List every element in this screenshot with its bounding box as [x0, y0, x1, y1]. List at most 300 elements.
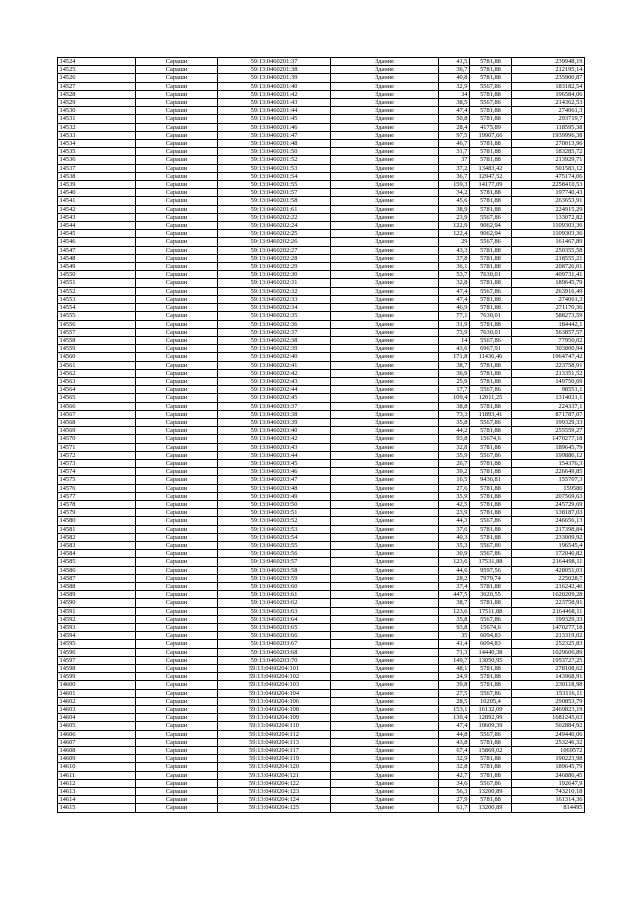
row-number-cell: 14541	[58, 197, 136, 205]
area-cell: 43,8	[439, 738, 470, 746]
area-cell: 38,7	[439, 599, 470, 607]
cadastral-number-cell: 59:13:0460203:44	[218, 451, 331, 459]
row-number-cell: 14607	[58, 738, 136, 746]
row-number-cell: 14601	[58, 689, 136, 697]
cadastral-number-cell: 59:13:0460204:120	[218, 763, 331, 771]
row-number-cell: 14600	[58, 681, 136, 689]
rate-cell: 5781,88	[470, 377, 512, 385]
area-cell: 36,9	[439, 369, 470, 377]
settlement-name-cell: Сараши	[136, 550, 218, 558]
settlement-name-cell: Сараши	[136, 500, 218, 508]
rate-cell: 5781,88	[470, 197, 512, 205]
area-cell: 93,8	[439, 435, 470, 443]
settlement-name-cell: Сараши	[136, 648, 218, 656]
row-number-cell: 14580	[58, 517, 136, 525]
object-type-cell: Здание	[331, 427, 439, 435]
cadastral-value-cell: 814495	[512, 804, 585, 812]
row-number-cell: 14591	[58, 607, 136, 615]
area-cell: 122,4	[439, 230, 470, 238]
object-type-cell: Здание	[331, 443, 439, 451]
cadastral-number-cell: 59:13:0460201:52	[218, 156, 331, 164]
object-type-cell: Здание	[331, 279, 439, 287]
cadastral-value-cell: 213319,02	[512, 632, 585, 640]
object-type-cell: Здание	[331, 304, 439, 312]
settlement-name-cell: Сараши	[136, 492, 218, 500]
area-cell: 42,5	[439, 500, 470, 508]
table-row	[58, 271, 585, 279]
table-row	[58, 74, 585, 82]
table-row	[58, 246, 585, 254]
cadastral-number-cell: 59:13:0460202:33	[218, 295, 331, 303]
table-row	[58, 615, 585, 623]
cadastral-number-cell: 59:13:0460201:55	[218, 181, 331, 189]
rate-cell: 5781,88	[470, 468, 512, 476]
table-row	[58, 213, 585, 221]
cadastral-value-cell: 184442,1	[512, 320, 585, 328]
object-type-cell: Здание	[331, 287, 439, 295]
row-number-cell: 14614	[58, 796, 136, 804]
table-row	[58, 697, 585, 705]
cadastral-value-cell: 143968,91	[512, 673, 585, 681]
object-type-cell: Здание	[331, 640, 439, 648]
area-cell: 39,8	[439, 681, 470, 689]
settlement-name-cell: Сараши	[136, 607, 218, 615]
cadastral-number-cell: 59:13:0460204:101	[218, 665, 331, 673]
settlement-name-cell: Сараши	[136, 82, 218, 90]
row-number-cell: 14571	[58, 443, 136, 451]
rate-cell: 5781,88	[470, 304, 512, 312]
row-number-cell: 14532	[58, 123, 136, 131]
cadastral-number-cell: 59:13:0460201:44	[218, 107, 331, 115]
cadastral-number-cell: 59:13:0460201:61	[218, 205, 331, 213]
rate-cell: 5781,88	[470, 66, 512, 74]
area-cell: 27,5	[439, 689, 470, 697]
cadastral-value-cell: 159580	[512, 484, 585, 492]
area-cell: 37,4	[439, 583, 470, 591]
table-row	[58, 706, 585, 714]
area-cell: 31,7	[439, 148, 470, 156]
settlement-name-cell: Сараши	[136, 394, 218, 402]
rate-cell: 5567,86	[470, 689, 512, 697]
table-row	[58, 796, 585, 804]
area-cell: 149,7	[439, 656, 470, 664]
rate-cell: 9062,94	[470, 222, 512, 230]
area-cell: 28,5	[439, 697, 470, 705]
row-number-cell: 14582	[58, 533, 136, 541]
row-number-cell: 14554	[58, 304, 136, 312]
object-type-cell: Здание	[331, 714, 439, 722]
area-cell: 130,4	[439, 714, 470, 722]
object-type-cell: Здание	[331, 632, 439, 640]
cadastral-value-cell: 290853,79	[512, 697, 585, 705]
table-row	[58, 287, 585, 295]
cadastral-number-cell: 59:13:0460203:53	[218, 525, 331, 533]
object-type-cell: Здание	[331, 574, 439, 582]
cadastral-value-cell: 208726,01	[512, 263, 585, 271]
cadastral-value-cell: 172046,82	[512, 550, 585, 558]
area-cell: 48,1	[439, 665, 470, 673]
cadastral-value-cell: 207569,63	[512, 492, 585, 500]
object-type-cell: Здание	[331, 599, 439, 607]
settlement-name-cell: Сараши	[136, 230, 218, 238]
settlement-name-cell: Сараши	[136, 476, 218, 484]
row-number-cell: 14574	[58, 468, 136, 476]
object-type-cell: Здание	[331, 230, 439, 238]
object-type-cell: Здание	[331, 738, 439, 746]
cadastral-number-cell: 59:13:0460204:125	[218, 804, 331, 812]
rate-cell: 13200,89	[470, 788, 512, 796]
cadastral-value-cell: 235900,87	[512, 74, 585, 82]
object-type-cell: Здание	[331, 788, 439, 796]
row-number-cell: 14559	[58, 345, 136, 353]
object-type-cell: Здание	[331, 755, 439, 763]
rate-cell: 5567,86	[470, 213, 512, 221]
table-row	[58, 140, 585, 148]
cadastral-number-cell: 59:13:0460201:48	[218, 140, 331, 148]
area-cell: 123,6	[439, 607, 470, 615]
rate-cell: 5781,88	[470, 665, 512, 673]
object-type-cell: Здание	[331, 271, 439, 279]
document-page	[57, 57, 584, 813]
settlement-name-cell: Сараши	[136, 722, 218, 730]
rate-cell: 5781,88	[470, 500, 512, 508]
table-row	[58, 222, 585, 230]
rate-cell: 5781,88	[470, 599, 512, 607]
table-row	[58, 295, 585, 303]
object-type-cell: Здание	[331, 607, 439, 615]
table-row	[58, 418, 585, 426]
table-row	[58, 476, 585, 484]
object-type-cell: Здание	[331, 353, 439, 361]
area-cell: 16,5	[439, 476, 470, 484]
object-type-cell: Здание	[331, 402, 439, 410]
cadastral-value-cell: 224915,29	[512, 205, 585, 213]
rate-cell: 5567,86	[470, 451, 512, 459]
cadastral-number-cell: 59:13:0460202:37	[218, 328, 331, 336]
area-cell: 30,9	[439, 550, 470, 558]
settlement-name-cell: Сараши	[136, 738, 218, 746]
settlement-name-cell: Сараши	[136, 336, 218, 344]
row-number-cell: 14560	[58, 353, 136, 361]
row-number-cell: 14608	[58, 747, 136, 755]
cadastral-value-cell: 250355,58	[512, 246, 585, 254]
row-number-cell: 14594	[58, 632, 136, 640]
object-type-cell: Здание	[331, 336, 439, 344]
row-number-cell: 14573	[58, 459, 136, 467]
object-type-cell: Здание	[331, 361, 439, 369]
row-number-cell: 14596	[58, 648, 136, 656]
rate-cell: 7630,01	[470, 312, 512, 320]
object-type-cell: Здание	[331, 804, 439, 812]
object-type-cell: Здание	[331, 263, 439, 271]
table-row	[58, 468, 585, 476]
row-number-cell: 14597	[58, 656, 136, 664]
cadastral-number-cell: 59:13:0460202:31	[218, 279, 331, 287]
area-cell: 123,6	[439, 558, 470, 566]
table-row	[58, 484, 585, 492]
table-row	[58, 435, 585, 443]
object-type-cell: Здание	[331, 131, 439, 139]
table-row	[58, 599, 585, 607]
row-number-cell: 14565	[58, 394, 136, 402]
rate-cell: 5781,88	[470, 427, 512, 435]
cadastral-number-cell: 59:13:0460202:25	[218, 230, 331, 238]
settlement-name-cell: Сараши	[136, 115, 218, 123]
area-cell: 32,8	[439, 763, 470, 771]
row-number-cell: 14568	[58, 418, 136, 426]
cadastral-number-cell: 59:13:0460202:29	[218, 263, 331, 271]
settlement-name-cell: Сараши	[136, 205, 218, 213]
cadastral-value-cell: 274061,3	[512, 107, 585, 115]
settlement-name-cell: Сараши	[136, 156, 218, 164]
rate-cell: 5781,88	[470, 771, 512, 779]
cadastral-number-cell: 59:13:0460203:48	[218, 484, 331, 492]
settlement-name-cell: Сараши	[136, 599, 218, 607]
cadastral-value-cell: 1681245,63	[512, 714, 585, 722]
cadastral-number-cell: 59:13:0460203:43	[218, 443, 331, 451]
rate-cell: 5567,86	[470, 287, 512, 295]
row-number-cell: 14585	[58, 558, 136, 566]
row-number-cell: 14590	[58, 599, 136, 607]
table-row	[58, 804, 585, 812]
rate-cell: 5781,88	[470, 205, 512, 213]
rate-cell: 5781,88	[470, 484, 512, 492]
settlement-name-cell: Сараши	[136, 295, 218, 303]
row-number-cell: 14551	[58, 279, 136, 287]
cadastral-number-cell: 59:13:0460202:34	[218, 304, 331, 312]
settlement-name-cell: Сараши	[136, 558, 218, 566]
table-row	[58, 197, 585, 205]
table-row	[58, 451, 585, 459]
area-cell: 28,4	[439, 123, 470, 131]
rate-cell: 5567,86	[470, 238, 512, 246]
rate-cell: 5781,88	[470, 361, 512, 369]
settlement-name-cell: Сараши	[136, 427, 218, 435]
rate-cell: 16132,09	[470, 706, 512, 714]
settlement-name-cell: Сараши	[136, 386, 218, 394]
object-type-cell: Здание	[331, 706, 439, 714]
cadastral-value-cell: 588273,59	[512, 312, 585, 320]
rate-cell: 5781,88	[470, 254, 512, 262]
settlement-name-cell: Сараши	[136, 525, 218, 533]
cadastral-number-cell: 59:13:0460202:22	[218, 213, 331, 221]
cadastral-number-cell: 59:13:0460202:42	[218, 369, 331, 377]
area-cell: 40,3	[439, 533, 470, 541]
cadastral-number-cell: 59:13:0460202:35	[218, 312, 331, 320]
object-type-cell: Здание	[331, 648, 439, 656]
table-row	[58, 386, 585, 394]
row-number-cell: 14606	[58, 730, 136, 738]
rate-cell: 5567,86	[470, 82, 512, 90]
rate-cell: 5567,86	[470, 550, 512, 558]
settlement-name-cell: Сараши	[136, 246, 218, 254]
row-number-cell: 14604	[58, 714, 136, 722]
cadastral-value-cell: 1953727,25	[512, 656, 585, 664]
cadastral-value-cell: 189645,79	[512, 763, 585, 771]
cadastral-value-cell: 239948,19	[512, 58, 585, 66]
cadastral-number-cell: 59:13:0460202:41	[218, 361, 331, 369]
cadastral-number-cell: 59:13:0460201:50	[218, 148, 331, 156]
settlement-name-cell: Сараши	[136, 410, 218, 418]
rate-cell: 5781,88	[470, 492, 512, 500]
table-row	[58, 164, 585, 172]
object-type-cell: Здание	[331, 468, 439, 476]
cadastral-number-cell: 59:13:0460204:123	[218, 788, 331, 796]
row-number-cell: 14561	[58, 361, 136, 369]
area-cell: 27,6	[439, 484, 470, 492]
row-number-cell: 14555	[58, 312, 136, 320]
rate-cell: 13483,42	[470, 164, 512, 172]
row-number-cell: 14583	[58, 541, 136, 549]
settlement-name-cell: Сараши	[136, 435, 218, 443]
cadastral-number-cell: 59:13:0460204:121	[218, 771, 331, 779]
cadastral-value-cell: 214362,53	[512, 99, 585, 107]
cadastral-value-cell: 1069572	[512, 747, 585, 755]
cadastral-number-cell: 59:13:0460202:32	[218, 287, 331, 295]
rate-cell: 5781,88	[470, 246, 512, 254]
row-number-cell: 14537	[58, 164, 136, 172]
table-row	[58, 640, 585, 648]
cadastral-number-cell: 59:13:0460203:50	[218, 500, 331, 508]
cadastral-value-cell: 155707,3	[512, 476, 585, 484]
object-type-cell: Здание	[331, 673, 439, 681]
row-number-cell: 14610	[58, 763, 136, 771]
row-number-cell: 14539	[58, 181, 136, 189]
rate-cell: 4175,89	[470, 123, 512, 131]
object-type-cell: Здание	[331, 459, 439, 467]
settlement-name-cell: Сараши	[136, 681, 218, 689]
object-type-cell: Здание	[331, 197, 439, 205]
area-cell: 42,7	[439, 771, 470, 779]
area-cell: 37	[439, 156, 470, 164]
cadastral-value-cell: 216242,46	[512, 583, 585, 591]
row-number-cell: 14569	[58, 427, 136, 435]
settlement-name-cell: Сараши	[136, 74, 218, 82]
cadastral-number-cell: 59:13:0460202:26	[218, 238, 331, 246]
cadastral-number-cell: 59:13:0460204:108	[218, 706, 331, 714]
settlement-name-cell: Сараши	[136, 665, 218, 673]
cadastral-value-cell: 77950,02	[512, 336, 585, 344]
settlement-name-cell: Сараши	[136, 443, 218, 451]
cadastral-value-cell: 253246,32	[512, 738, 585, 746]
row-number-cell: 14533	[58, 131, 136, 139]
row-number-cell: 14529	[58, 99, 136, 107]
cadastral-number-cell: 59:13:0460204:103	[218, 681, 331, 689]
object-type-cell: Здание	[331, 550, 439, 558]
settlement-name-cell: Сараши	[136, 345, 218, 353]
area-cell: 32,8	[439, 443, 470, 451]
cadastral-value-cell: 1620209,28	[512, 591, 585, 599]
cadastral-value-cell: 233009,92	[512, 533, 585, 541]
table-row	[58, 459, 585, 467]
settlement-name-cell: Сараши	[136, 148, 218, 156]
rate-cell: 5781,88	[470, 796, 512, 804]
cadastral-number-cell: 59:13:0460202:30	[218, 271, 331, 279]
table-row	[58, 189, 585, 197]
area-cell: 29	[439, 238, 470, 246]
area-cell: 46,9	[439, 304, 470, 312]
object-type-cell: Здание	[331, 345, 439, 353]
cadastral-value-cell: 224337,1	[512, 402, 585, 410]
settlement-name-cell: Сараши	[136, 656, 218, 664]
table-row	[58, 624, 585, 632]
rate-cell: 17511,88	[470, 607, 512, 615]
area-cell: 37,2	[439, 164, 470, 172]
area-cell: 35,3	[439, 541, 470, 549]
area-cell: 35,9	[439, 451, 470, 459]
rate-cell: 5781,88	[470, 459, 512, 467]
rate-cell: 5781,88	[470, 509, 512, 517]
cadastral-value-cell: 246886,45	[512, 771, 585, 779]
object-type-cell: Здание	[331, 295, 439, 303]
settlement-name-cell: Сараши	[136, 418, 218, 426]
settlement-name-cell: Сараши	[136, 747, 218, 755]
cadastral-number-cell: 59:13:0460203:37	[218, 402, 331, 410]
cadastral-value-cell: 246656,13	[512, 517, 585, 525]
cadastral-value-cell: 293719,7	[512, 115, 585, 123]
table-row	[58, 681, 585, 689]
table-row	[58, 336, 585, 344]
settlement-name-cell: Сараши	[136, 583, 218, 591]
object-type-cell: Здание	[331, 66, 439, 74]
cadastral-value-cell: 196545,4	[512, 541, 585, 549]
cadastral-value-cell: 153116,11	[512, 689, 585, 697]
table-row	[58, 541, 585, 549]
object-type-cell: Здание	[331, 583, 439, 591]
rate-cell: 6967,91	[470, 345, 512, 353]
settlement-name-cell: Сараши	[136, 632, 218, 640]
row-number-cell: 14557	[58, 328, 136, 336]
area-cell: 38,9	[439, 205, 470, 213]
cadastral-value-cell: 1314031,1	[512, 394, 585, 402]
cadastral-number-cell: 59:13:0460201:38	[218, 66, 331, 74]
table-row	[58, 99, 585, 107]
settlement-name-cell: Сараши	[136, 377, 218, 385]
area-cell: 43,6	[439, 345, 470, 353]
object-type-cell: Здание	[331, 140, 439, 148]
table-row	[58, 583, 585, 591]
object-type-cell: Здание	[331, 615, 439, 623]
row-number-cell: 14544	[58, 222, 136, 230]
rate-cell: 12011,25	[470, 394, 512, 402]
rate-cell: 5567,86	[470, 615, 512, 623]
rate-cell: 5781,88	[470, 583, 512, 591]
cadastral-number-cell: 59:13:0460203:46	[218, 468, 331, 476]
area-cell: 44,3	[439, 517, 470, 525]
table-row	[58, 779, 585, 787]
cadastral-value-cell: 1109303,36	[512, 222, 585, 230]
table-row	[58, 656, 585, 664]
cadastral-number-cell: 59:13:0460201:45	[218, 115, 331, 123]
table-row	[58, 394, 585, 402]
settlement-name-cell: Сараши	[136, 254, 218, 262]
cadastral-number-cell: 59:13:0460204:124	[218, 796, 331, 804]
area-cell: 93,8	[439, 624, 470, 632]
table-row	[58, 689, 585, 697]
object-type-cell: Здание	[331, 517, 439, 525]
area-cell: 38,8	[439, 402, 470, 410]
area-cell: 97,5	[439, 131, 470, 139]
table-row	[58, 730, 585, 738]
cadastral-number-cell: 59:13:0460203:42	[218, 435, 331, 443]
settlement-name-cell: Сараши	[136, 361, 218, 369]
cadastral-value-cell: 1964747,42	[512, 353, 585, 361]
rate-cell: 5567,86	[470, 418, 512, 426]
table-row	[58, 763, 585, 771]
area-cell: 73,9	[439, 328, 470, 336]
rate-cell: 5567,86	[470, 541, 512, 549]
table-row	[58, 279, 585, 287]
